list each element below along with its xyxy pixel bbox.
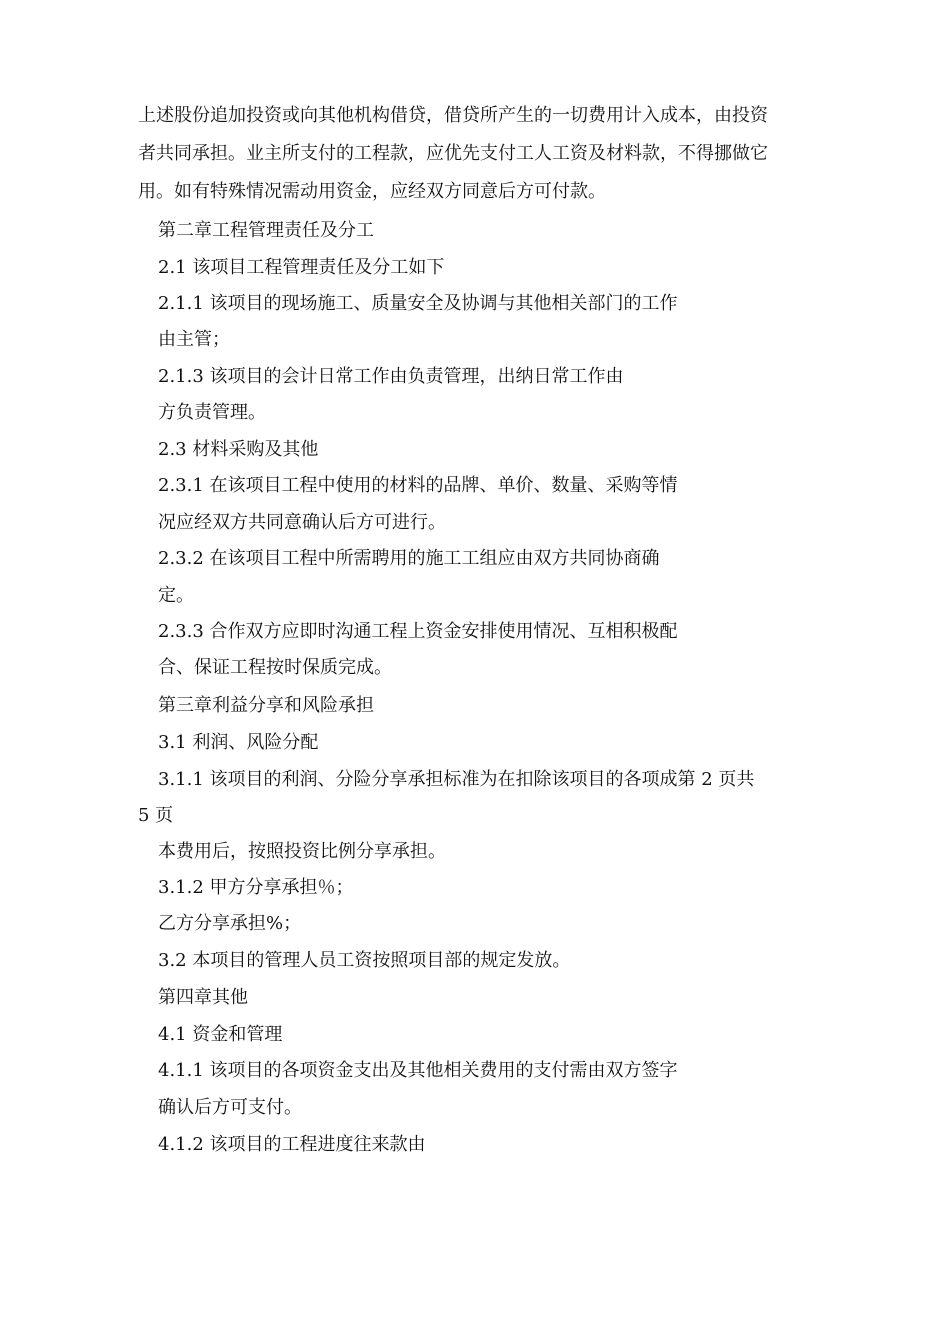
chapter-2-heading: 第二章工程管理责任及分工 xyxy=(158,220,374,241)
clause-2-3-3-cont: 合、保证工程按时保质完成。 xyxy=(158,657,392,678)
clause-4-1-1-cont: 确认后方可支付。 xyxy=(158,1097,302,1118)
chapter-3-heading: 第三章利益分享和风险承担 xyxy=(158,695,374,716)
clause-2-3-1-cont: 况应经双方共同意确认后方可进行。 xyxy=(158,512,446,533)
clause-2-3-2-cont: 定。 xyxy=(158,585,194,606)
clause-2-1-1: 2.1.1 该项目的现场施工、质量安全及协调与其他相关部门的工作 xyxy=(158,293,678,314)
clause-4-1-1: 4.1.1 该项目的各项资金支出及其他相关费用的支付需由双方签字 xyxy=(158,1060,678,1081)
intro-paragraph xyxy=(138,97,838,211)
section-4-1-heading: 4.1 资金和管理 xyxy=(158,1024,283,1045)
clause-2-3-3: 2.3.3 合作双方应即时沟通工程上资金安排使用情况、互相积极配 xyxy=(158,621,678,642)
chapter-4-heading: 第四章其他 xyxy=(158,987,248,1008)
clause-3-1-1: 3.1.1 该项目的利润、分险分享承担标准为在扣除该项目的各项成第 2 页共 xyxy=(158,769,755,790)
section-3-1-heading: 3.1 利润、风险分配 xyxy=(158,732,319,753)
section-2-3-heading: 2.3 材料采购及其他 xyxy=(158,439,319,460)
clause-2-1-3: 2.1.3 该项目的会计日常工作由负责管理，出纳日常工作由 xyxy=(158,366,624,387)
clause-2-3-2: 2.3.2 在该项目工程中所需聘用的施工工组应由双方共同协商确 xyxy=(158,548,660,569)
clause-3-1-1-cont: 本费用后，按照投资比例分享承担。 xyxy=(158,841,446,862)
clause-3-1-2: 3.1.2 甲方分享承担％； xyxy=(158,877,354,898)
clause-2-1-3-cont: 方负责管理。 xyxy=(158,402,266,423)
intro-line: 用。如有特殊情况需动用资金，应经双方同意后方可付款。 xyxy=(138,181,606,202)
intro-line: 上述股份追加投资或向其他机构借贷，借贷所产生的一切费用计入成本，由投资 xyxy=(138,105,768,126)
clause-3-1-2-cont: 乙方分享承担%； xyxy=(158,913,302,934)
section-3-2: 3.2 本项目的管理人员工资按照项目部的规定发放。 xyxy=(158,950,571,971)
clause-2-1-1-cont: 由主管； xyxy=(158,329,230,350)
clause-4-1-2: 4.1.2 该项目的工程进度往来款由 xyxy=(158,1134,426,1155)
clause-2-3-1: 2.3.1 在该项目工程中使用的材料的品牌、单价、数量、采购等情 xyxy=(158,475,678,496)
intro-line: 者共同承担。业主所支付的工程款，应优先支付工人工资及材料款，不得挪做它 xyxy=(138,143,768,164)
page-number: 5 页 xyxy=(138,805,174,826)
section-2-1-heading: 2.1 该项目工程管理责任及分工如下 xyxy=(158,257,445,278)
